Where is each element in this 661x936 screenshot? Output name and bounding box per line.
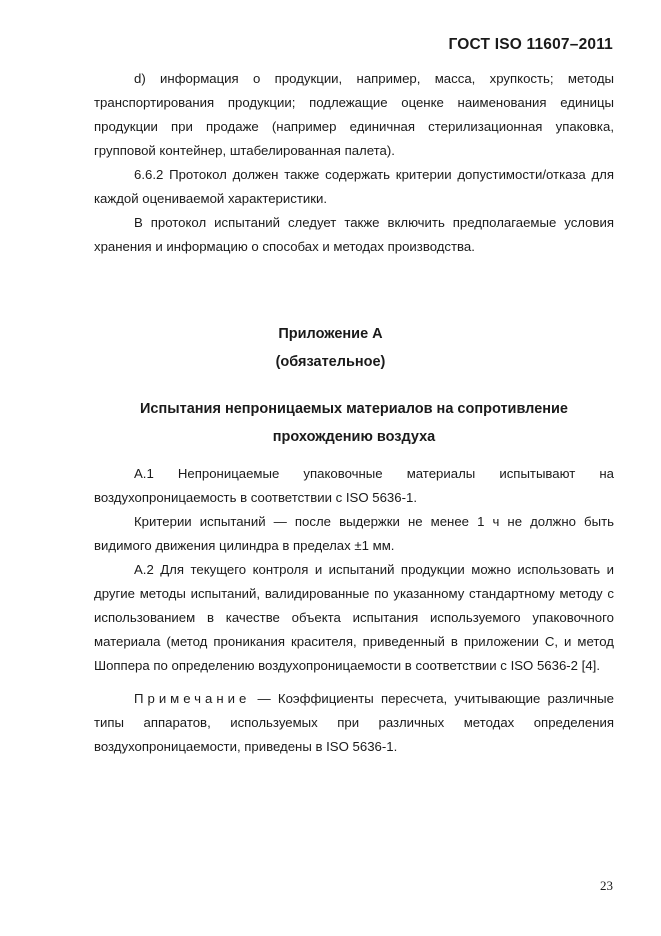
- paragraph-a2: А.2 Для текущего контроля и испытаний продукции можно использовать и другие методы испытаний, валидированные по указанному стандартному методу с использованием в качестве объекта испытания используемого упаковочного материала (метод проникания красителя, приведенный в приложении С, и метод Шоппера по определению воздухопроницаемости в соответствии с ISO 5636-2 [4].: [94, 562, 614, 673]
- paragraph-d: d) информация о продукции, например, масса, хрупкость; методы транспортирования продукции; подлежащие оценке наименования единицы продукции при продаже (например единичная стерилизационная упаковка, групповой контейнер, штабелированная палета).: [94, 71, 614, 158]
- paragraph-6-6-2: 6.6.2 Протокол должен также содержать критерии допустимости/отказа для каждой оцениваемой характеристики.: [94, 167, 614, 206]
- appendix-heading: Испытания непроницаемых материалов на сопротивление прохождению воздуха: [139, 401, 568, 445]
- appendix-status: (обязательное): [275, 354, 386, 370]
- paragraph-criteria: Критерии испытаний — после выдержки не менее 1 ч не должно быть видимого движения цилиндра в пределах ±1 мм.: [94, 514, 614, 553]
- page-number: 23: [600, 878, 613, 893]
- standard-header: ГОСТ ISO 11607–2011: [448, 36, 613, 53]
- note-paragraph: [94, 687, 614, 759]
- paragraph-storage: В протокол испытаний следует также включить предполагаемые условия хранения и информацию о способах и методах производства.: [94, 215, 614, 254]
- appendix-title: Приложение А: [278, 326, 383, 342]
- note-label: Примечание: [134, 691, 251, 706]
- top-text-block: [94, 67, 614, 259]
- appendix-text-block: [94, 462, 614, 759]
- note-text: — Коэффициенты пересчета, учитывающие различные типы аппаратов, используемых при различных методах определения воздухопроницаемости, приведены в ISO 5636-1.: [94, 691, 614, 754]
- appendix-title-block: [0, 320, 661, 376]
- paragraph-a1: А.1 Непроницаемые упаковочные материалы испытывают на воздухопроницаемость в соответствии с ISO 5636-1.: [94, 466, 614, 505]
